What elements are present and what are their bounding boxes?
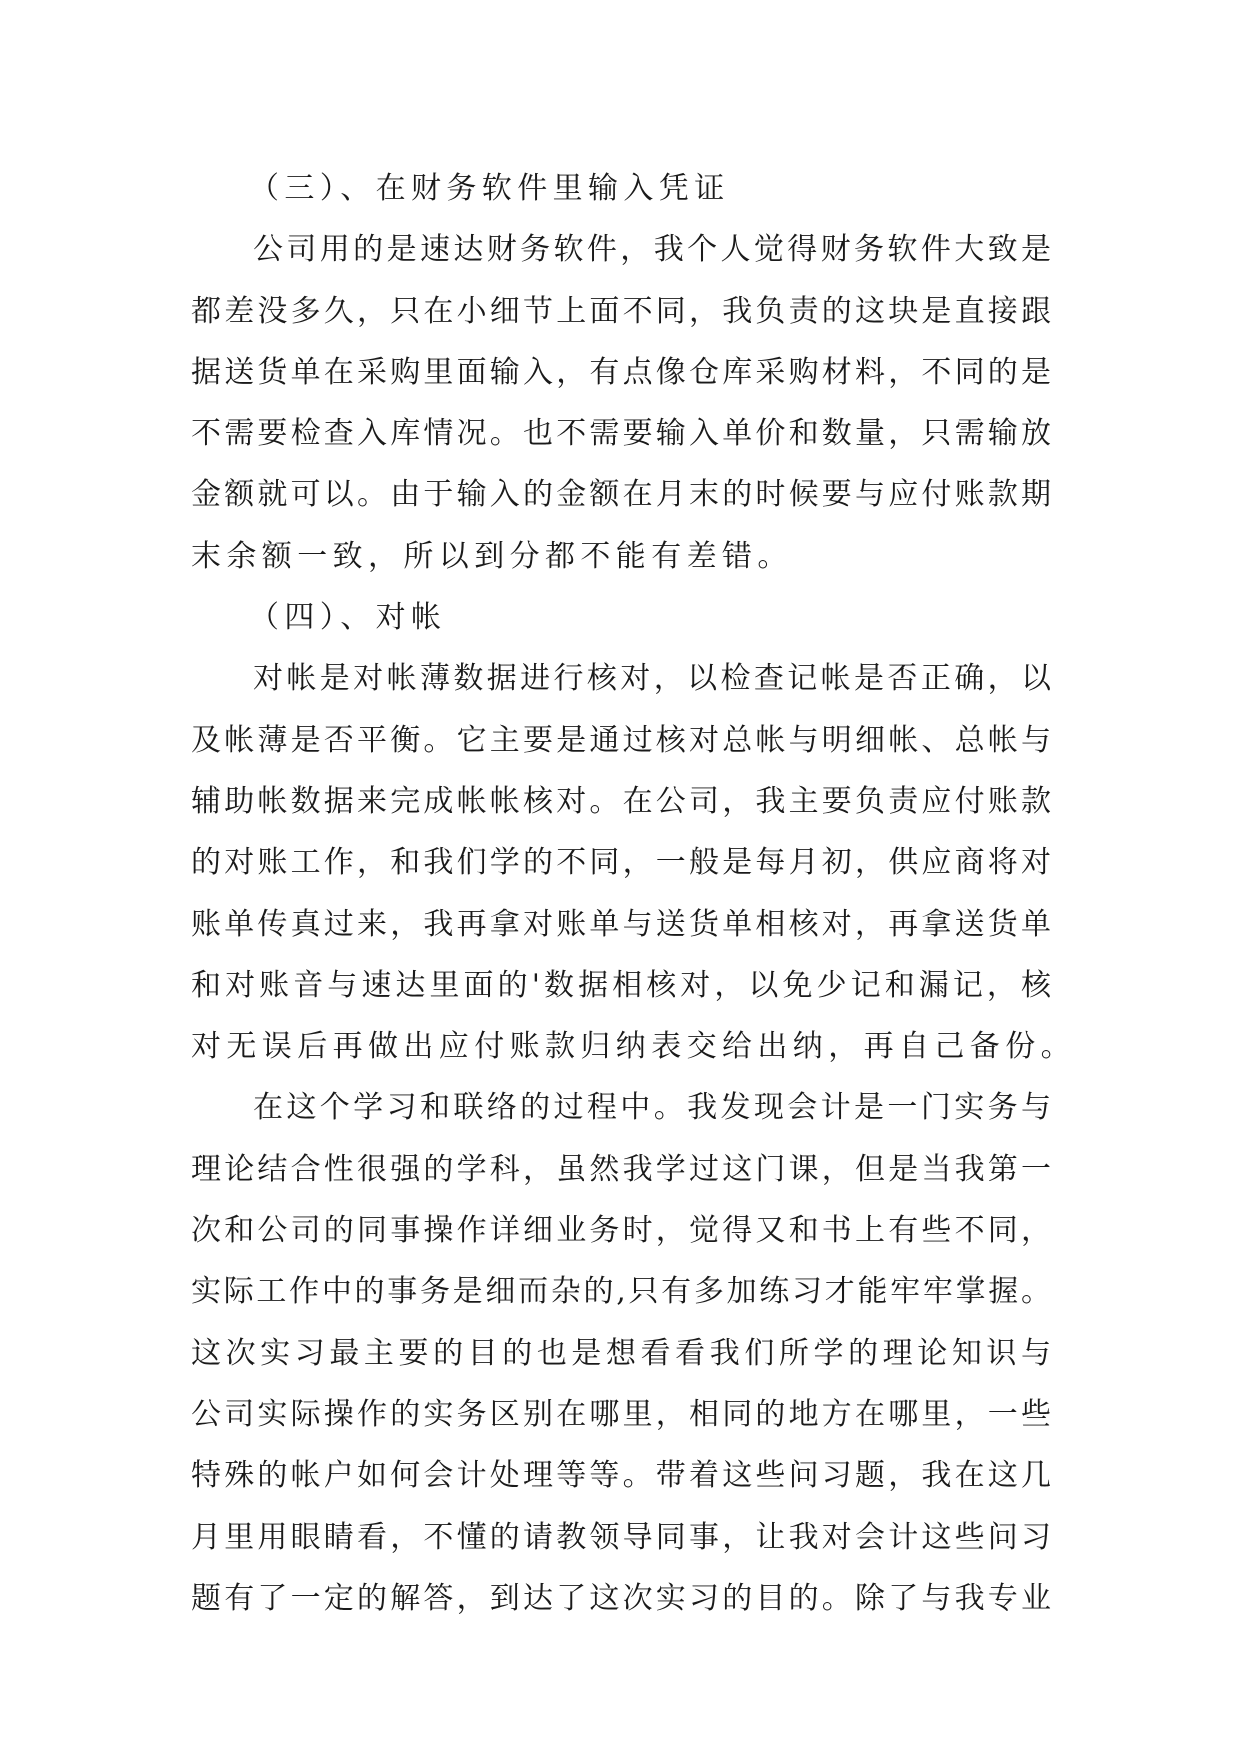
paragraph-line: 金额就可以。由于输入的金额在月末的时候要与应付账款期 (191, 477, 1051, 513)
paragraph-line: 及帐薄是否平衡。它主要是通过核对总帐与明细帐、总帐与 (191, 722, 1051, 758)
paragraph-line: 次和公司的同事操作详细业务时，觉得又和书上有些不同， (191, 1213, 1051, 1249)
paragraph-line: 理论结合性很强的学科，虽然我学过这门课，但是当我第一 (191, 1151, 1051, 1187)
paragraph-line: 公司实际操作的实务区别在哪里，相同的地方在哪里，一些 (191, 1396, 1051, 1432)
paragraph-line: 对帐是对帐薄数据进行核对，以检查记帐是否正确，以 (253, 661, 1051, 697)
section-heading-4: （四）、对帐 (249, 600, 447, 636)
paragraph-line: 辅助帐数据来完成帐帐核对。在公司，我主要负责应付账款 (191, 783, 1051, 819)
paragraph-line: 末余额一致，所以到分都不能有差错。 (191, 538, 793, 574)
paragraph-line: 不需要检查入库情况。也不需要输入单价和数量，只需输放 (191, 416, 1051, 452)
paragraph-line: 题有了一定的解答，到达了这次实习的目的。除了与我专业 (191, 1580, 1051, 1616)
paragraph-line: 的对账工作，和我们学的不同，一般是每月初，供应商将对 (191, 845, 1051, 881)
paragraph-line: 公司用的是速达财务软件，我个人觉得财务软件大致是 (253, 232, 1051, 268)
document-body (191, 158, 1076, 1629)
paragraph-line: 都差没多久，只在小细节上面不同，我负责的这块是直接跟 (191, 293, 1051, 329)
paragraph-line: 实际工作中的事务是细而杂的,只有多加练习才能牢牢掌握。 (191, 1274, 1051, 1310)
paragraph-line: 这次实习最主要的目的也是想看看我们所学的理论知识与 (191, 1335, 1051, 1371)
paragraph-line: 对无误后再做出应付账款归纳表交给出纳，再自己备份。 (191, 1029, 1076, 1065)
paragraph-line: 和对账音与速达里面的'数据相核对，以免少记和漏记，核 (191, 967, 1051, 1003)
paragraph-line: 账单传真过来，我再拿对账单与送货单相核对，再拿送货单 (191, 906, 1051, 942)
section-heading-3: （三）、在财务软件里输入凭证 (249, 171, 730, 206)
paragraph-line: 月里用眼睛看，不懂的请教领导同事，让我对会计这些问习 (191, 1519, 1051, 1555)
paragraph-line: 在这个学习和联络的过程中。我发现会计是一门实务与 (253, 1090, 1051, 1126)
paragraph-line: 据送货单在采购里面输入，有点像仓库采购材料，不同的是 (191, 354, 1051, 390)
paragraph-line: 特殊的帐户如何会计处理等等。带着这些问习题，我在这几 (191, 1458, 1051, 1494)
